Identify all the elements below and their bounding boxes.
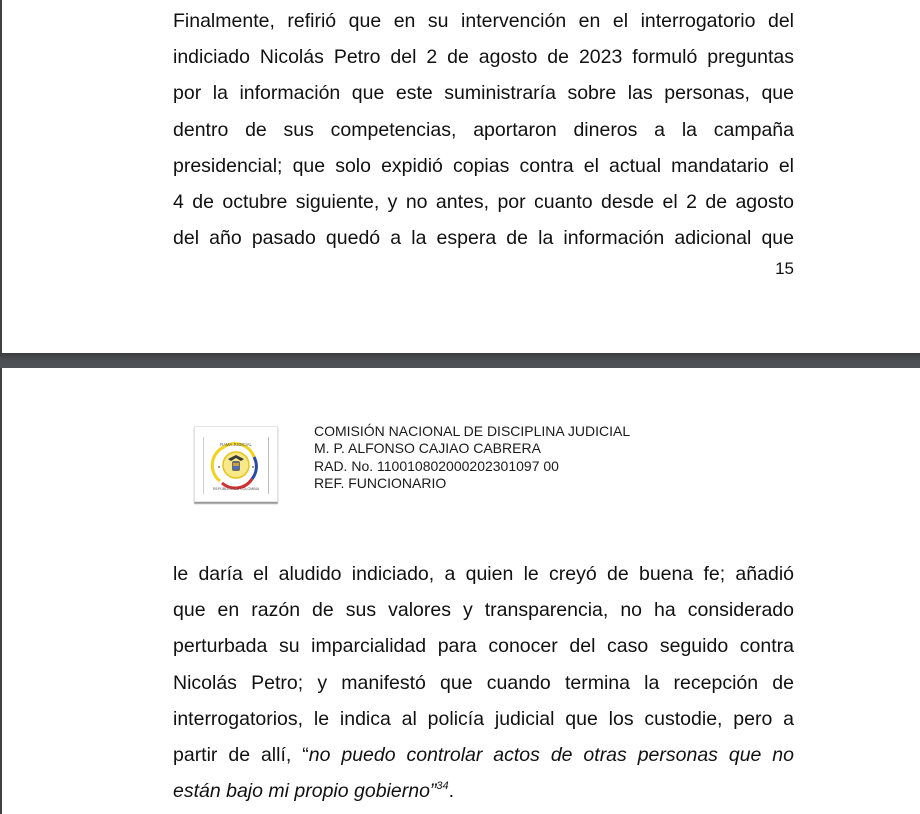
rama-judicial-seal-icon xyxy=(210,437,262,493)
document-page-15 xyxy=(2,0,920,353)
page-separator xyxy=(0,353,920,368)
logo-text-bottom: REPÚBLICA DE COLOMBIA xyxy=(212,487,260,491)
document-page-16 xyxy=(2,368,920,814)
quoted-text: están bajo mi propio gobierno xyxy=(173,780,430,803)
body-paragraph xyxy=(173,556,794,809)
page-number: 15 xyxy=(775,259,794,278)
text-line: perturbada su imparcialidad para conocer del caso seguido contra xyxy=(173,635,794,658)
text-line: indiciado Nicolás Petro del 2 de agosto de 2023 formuló preguntas xyxy=(173,46,794,69)
page-header xyxy=(191,423,671,503)
text-line: presidencial; que solo expidió copias contra el actual mandatario el xyxy=(173,154,794,177)
header-magistrate: M. P. ALFONSO CAJIAO CABRERA xyxy=(314,440,541,457)
header-text-block xyxy=(314,423,630,492)
body-paragraph-continued xyxy=(173,3,794,256)
text-line-quote-end xyxy=(173,773,794,809)
quoted-text: no puedo controlar actos de otras personas que no xyxy=(308,743,794,766)
text-line: le daría el aludido indiciado, a quien le creyó de buena fe; añadió xyxy=(173,563,794,585)
header-reference: REF. FUNCIONARIO xyxy=(314,474,447,491)
logo-frame xyxy=(194,426,278,502)
text-line: por la información que este suministraría sobre las personas, que xyxy=(173,82,794,105)
logo-image-area xyxy=(203,437,269,494)
text-line: Finalmente, refirió que en su intervención en el interrogatorio del xyxy=(173,10,794,32)
text-line: interrogatorios, le indica al policía judicial que los custodie, pero a xyxy=(173,707,794,730)
text-line: del año pasado quedó a la espera de la información adicional que xyxy=(173,227,794,250)
footnote-reference[interactable]: 34 xyxy=(436,780,449,793)
sentence-end: . xyxy=(448,780,455,803)
header-institution: COMISIÓN NACIONAL DE DISCIPLINA JUDICIAL xyxy=(314,423,631,439)
logo-text-top: RAMA JUDICIAL xyxy=(220,442,252,447)
text-line-quote-start xyxy=(173,737,794,773)
text-line: que en razón de sus valores y transparencia, no ha considerado xyxy=(173,599,794,622)
header-radicado: RAD. No. 110010802000202301097 00 xyxy=(314,457,559,474)
text-line: Nicolás Petro; y manifestó que cuando termina la recepción de xyxy=(173,671,794,694)
text-line: 4 de octubre siguiente, y no antes, por cuanto desde el 2 de agosto xyxy=(173,190,794,213)
text-run: partir de allí, “ xyxy=(173,743,309,766)
text-line: dentro de sus competencias, aportaron dineros a la campaña xyxy=(173,118,794,141)
closing-quote: ” xyxy=(429,780,437,803)
